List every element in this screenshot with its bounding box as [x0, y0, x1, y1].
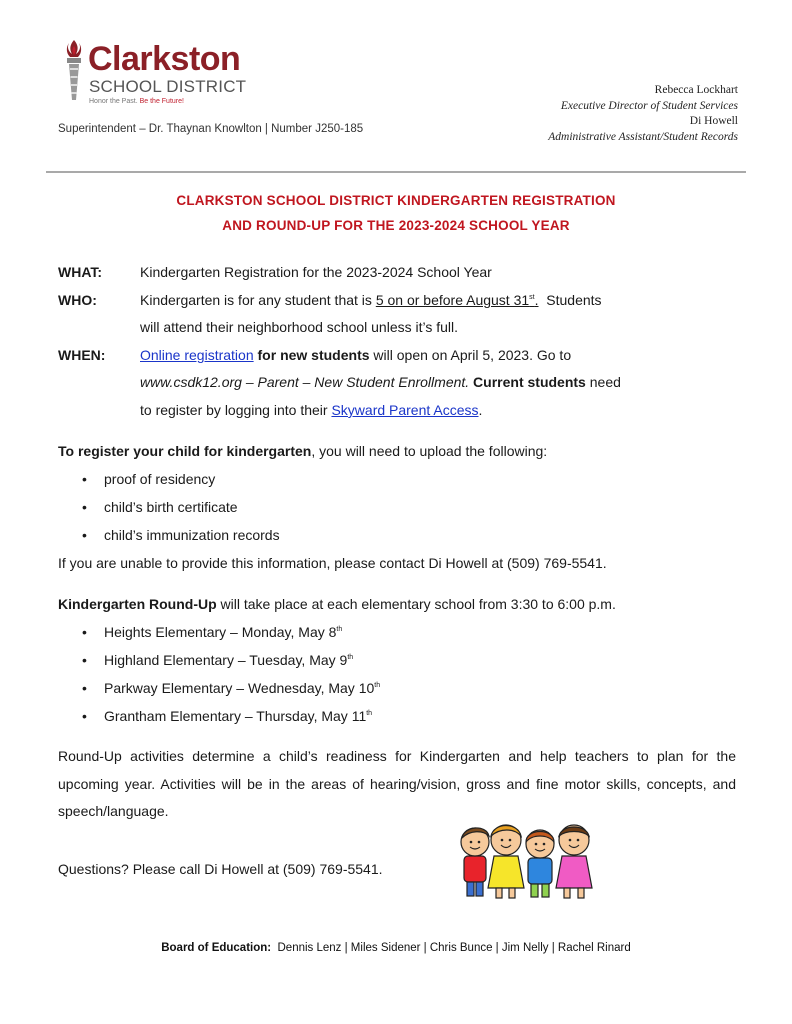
when-text-1: will open on April 5, 2023. Go to	[369, 347, 572, 363]
bullet-icon: •	[82, 708, 87, 724]
roundup-item-3-sup: th	[374, 682, 381, 689]
register-item-1: proof of residency	[104, 471, 216, 487]
when-text-3: to register by logging into their	[140, 402, 332, 418]
list-item	[82, 703, 372, 731]
when-line-3	[140, 397, 482, 425]
bullet-icon: •	[82, 680, 87, 696]
list-item	[82, 494, 238, 522]
who-text-a: Kindergarten is for any student that is	[140, 292, 376, 308]
bullet-icon: •	[82, 624, 87, 640]
board-of-education	[46, 942, 746, 954]
roundup-bold: Kindergarten Round-Up	[58, 596, 217, 612]
bullet-icon: •	[82, 471, 87, 487]
who-deadline-sup: st	[529, 294, 535, 301]
roundup-item-1-sup: th	[336, 626, 343, 633]
when-text-2: need	[585, 374, 621, 390]
title-line-2: AND ROUND-UP FOR THE 2023-2024 SCHOOL YEAR	[222, 218, 570, 233]
title-line-1: CLARKSTON SCHOOL DISTRICT KINDERGARTEN REGISTRATION	[176, 193, 616, 208]
roundup-text: will take place at each elementary school from 3:30 to 6:00 p.m.	[216, 596, 616, 612]
list-item	[82, 466, 215, 494]
roundup-item-1: Heights Elementary – Monday, May 8	[104, 624, 337, 640]
activities-paragraph: Round-Up activities determine a child’s readiness for Kindergarten and help teachers to plan for the upcoming year. Activities will be in the areas of hearing/vision, gross and fine motor skills, concepts, and speech/language.	[58, 748, 736, 819]
when-label: WHEN:	[58, 347, 106, 363]
staff-title-2: Administrative Assistant/Student Records	[548, 130, 738, 143]
logo-tagline-b: Be the Future!	[139, 98, 184, 105]
questions-line: Questions? Please call Di Howell at (509) 769-5541.	[58, 861, 383, 877]
online-registration-link[interactable]: Online registration	[140, 347, 254, 363]
list-item	[82, 675, 380, 703]
page-title	[46, 188, 746, 238]
skyward-parent-access-link[interactable]: Skyward Parent Access	[331, 402, 479, 418]
when-line-2	[140, 369, 621, 397]
when-text-3-end: .	[478, 402, 483, 418]
logo-tagline-a: Honor the Past.	[89, 98, 138, 105]
bullet-icon: •	[82, 499, 87, 515]
logo-tagline	[89, 98, 184, 106]
register-contact: If you are unable to provide this information, please contact Di Howell at (509) 769-5541.	[58, 555, 607, 571]
superintendent-line: Superintendent – Dr. Thaynan Knowlton | Number J250-185	[58, 123, 364, 135]
roundup-item-2: Highland Elementary – Tuesday, May 9	[104, 652, 348, 668]
who-text-b: Students	[538, 292, 602, 308]
staff-name-2: Di Howell	[689, 115, 738, 127]
staff-contacts	[548, 83, 738, 145]
who-line-2: will attend their neighborhood school unless it’s full.	[140, 319, 459, 335]
when-bold-2: Current students	[469, 374, 586, 390]
board-members: Dennis Lenz | Miles Sidener | Chris Bunce | Jim Nelly | Rachel Rinard	[277, 942, 631, 954]
who-deadline-end: .	[534, 292, 539, 308]
register-intro	[58, 438, 547, 466]
register-item-2: child’s birth certificate	[104, 499, 238, 515]
list-item	[82, 522, 280, 550]
logo-name: Clarkston	[88, 40, 241, 78]
what-label: WHAT:	[58, 264, 103, 280]
district-logo	[58, 38, 258, 112]
roundup-intro	[58, 591, 616, 619]
who-label: WHO:	[58, 292, 97, 308]
list-item	[82, 619, 342, 647]
roundup-item-4-sup: th	[366, 710, 373, 717]
staff-name-1: Rebecca Lockhart	[654, 84, 738, 96]
register-text: , you will need to upload the following:	[311, 443, 548, 459]
board-label: Board of Education:	[161, 942, 272, 954]
header-divider	[46, 171, 746, 173]
who-deadline	[376, 292, 539, 308]
bullet-icon: •	[82, 527, 87, 543]
roundup-item-3: Parkway Elementary – Wednesday, May 10	[104, 680, 375, 696]
when-italic-2: www.csdk12.org – Parent – New Student Enrollment.	[140, 374, 470, 390]
roundup-item-2-sup: th	[347, 654, 354, 661]
staff-title-1: Executive Director of Student Services	[560, 99, 738, 112]
roundup-item-4: Grantham Elementary – Thursday, May 11	[104, 708, 367, 724]
who-deadline-text: 5 on or before August 31	[375, 292, 530, 308]
torch-logo-icon	[62, 38, 86, 108]
register-bold: To register your child for kindergarten	[58, 443, 312, 459]
when-bold-1: for new students	[253, 347, 370, 363]
kids-illustration	[458, 818, 608, 904]
list-item	[82, 647, 353, 675]
bullet-icon: •	[82, 652, 87, 668]
register-item-3: child’s immunization records	[104, 527, 280, 543]
when-line-1	[140, 342, 571, 370]
what-text: Kindergarten Registration for the 2023-2024 School Year	[140, 264, 492, 280]
logo-subtitle: SCHOOL DISTRICT	[89, 77, 247, 96]
who-line-1	[140, 287, 602, 315]
